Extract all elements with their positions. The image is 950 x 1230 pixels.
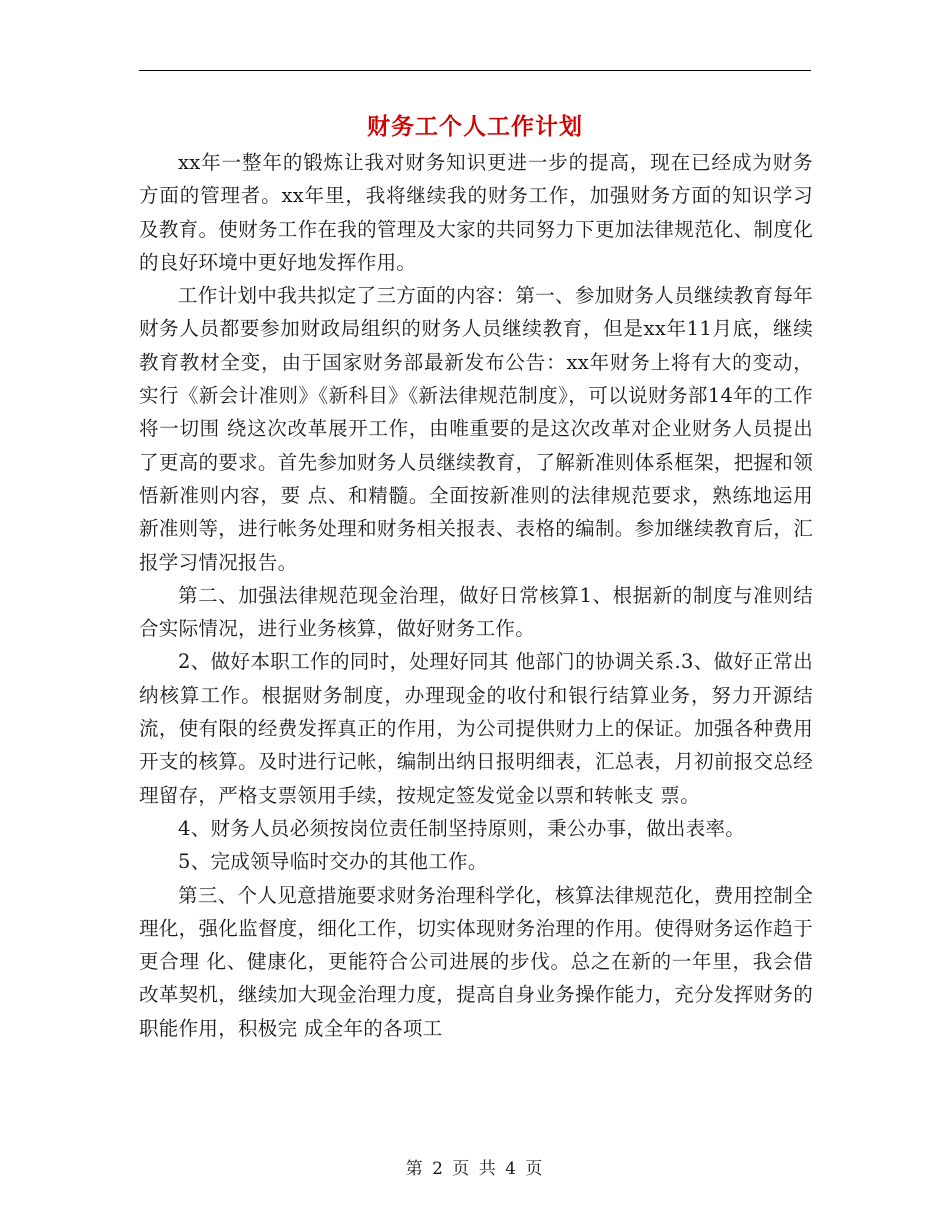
paragraph-plan-part-one: 工作计划中我共拟定了三方面的内容：第一、参加财务人员继续教育每年财务人员都要参加财政局组织的财务人员继续教育，但是xx年11月底，继续 教育教材全变，由于国家财务部最新发布公告：xx年财务上将有大的变动，实行《新会计准则》《新科目》《新法律规范制度》，可以说财务部14年的工作将一切围 绕这次改革展开工作，由唯重要的是这次改革对企业财务人员提出了更高的要求。首先参加财务人员继续教育，了解新准则体系框架，把握和领悟新准则内容，要 点、和精髓。全面按新准则的法律规范要求，熟练地运用新准则等，进行帐务处理和财务相关报表、表格的编制。参加继续教育后，汇报学习情况报告。 [139, 284, 813, 574]
paragraph-item-5: 5、完成领导临时交办的其他工作。 [178, 850, 488, 874]
header-rule [139, 70, 811, 71]
paragraph-plan-part-three: 第三、个人见意措施要求财务治理科学化，核算法律规范化，费用控制全理化，强化监督度，细化工作，切实体现财务治理的作用。使得财务运作趋于更合理 化、健康化，更能符合公司进展的步伐。总之在新的一年里，我会借改革契机，继续加大现金治理力度，提高自身业务操作能力，充分发挥财务的职能作用，积极完 成全年的各项工 [139, 883, 813, 1040]
document-body [139, 146, 813, 1045]
paragraph-plan-part-two: 第二、加强法律规范现金治理，做好日常核算1、根据新的制度与准则结合实际情况，进行业务核算，做好财务工作。 [139, 583, 813, 641]
page-title: 财务工个人工作计划 [367, 113, 583, 140]
paragraph-intro: xx年一整年的锻炼让我对财务知识更进一步的提高，现在已经成为财务方面的管理者。xx年里，我将继续我的财务工作，加强财务方面的知识学习及教育。使财务工作在我的管理及大家的共同努力下更加法律规范化、制度化的良好环境中更好地发挥作用。 [139, 151, 813, 274]
paragraph-item-2-3: 2、做好本职工作的同时，处理好同其 他部门的协调关系.3、做好正常出纳核算工作。根据财务制度，办理现金的收付和银行结算业务，努力开源结流，使有限的经费发挥真正的作用，为公司提供财力上的保证。加强各种费用开支的核算。及时进行记帐，编制出纳日报明细表，汇总表，月初前报交总经理留存，严格支票领用手续，按规定签发觉金以票和转帐支 票。 [139, 650, 813, 807]
page-number: 第 2 页 共 4 页 [405, 1159, 545, 1179]
paragraph-item-4: 4、财务人员必须按岗位责任制坚持原则，秉公办事，做出表率。 [178, 816, 746, 840]
